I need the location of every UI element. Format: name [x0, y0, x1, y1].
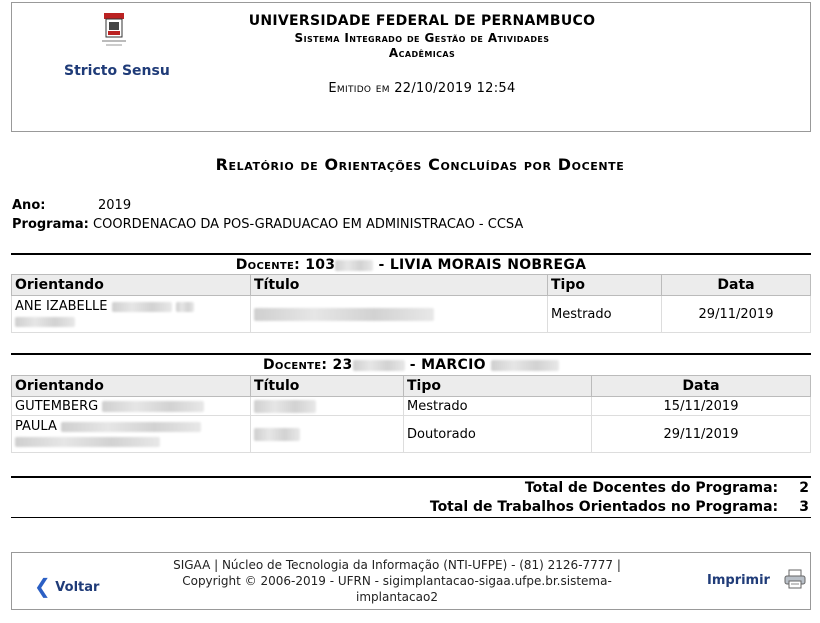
column-header: Data — [662, 275, 811, 296]
redacted-text — [15, 317, 75, 327]
redacted-text — [15, 437, 160, 447]
redacted-text — [335, 260, 373, 271]
tipo-cell: Mestrado — [404, 397, 592, 416]
year-label: Ano: — [12, 198, 46, 213]
footer-line: Copyright © 2006-2019 - UFRN - sigimplantacao-sigaa.ufpe.br.sistema- — [182, 574, 612, 588]
redacted-text — [61, 422, 201, 432]
orientacoes-table — [11, 274, 811, 333]
titulo-cell — [251, 397, 404, 416]
year-info — [12, 198, 132, 213]
divider — [11, 517, 811, 518]
voltar-button[interactable] — [34, 572, 99, 596]
docente-label: Docente: — [263, 357, 328, 373]
report-footer — [11, 552, 811, 610]
redacted-text — [491, 360, 559, 371]
university-name: UNIVERSIDADE FEDERAL DE PERNAMBUCO — [248, 13, 596, 29]
footer-line: SIGAA | Núcleo de Tecnologia da Informação (NTI-UFPE) - (81) 2126-7777 | — [173, 558, 621, 572]
system-name-line1: Sistema Integrado de Gestão de Atividades — [294, 31, 550, 45]
column-header: Orientando — [12, 376, 251, 397]
docente-id: 23 — [332, 357, 353, 373]
docente-heading — [11, 253, 811, 273]
column-header: Orientando — [12, 275, 251, 296]
total-trabalhos — [430, 499, 809, 515]
divider — [11, 476, 811, 478]
column-header: Título — [251, 275, 548, 296]
stricto-sensu-label: Stricto Sensu — [64, 63, 170, 79]
column-header: Tipo — [404, 376, 592, 397]
redacted-text — [102, 401, 204, 412]
titulo-cell — [251, 416, 404, 453]
year-value: 2019 — [98, 198, 132, 213]
docente-heading — [11, 353, 811, 373]
program-value: COORDENACAO DA POS-GRADUACAO EM ADMINISTRACAO - CCSA — [93, 217, 524, 232]
table-row — [12, 397, 811, 416]
total-trabalhos-value: 3 — [799, 499, 809, 515]
column-header: Tipo — [548, 275, 662, 296]
page-title: Relatório de Orientações Concluídas por Docente — [215, 155, 625, 174]
system-name-line2: Acadêmicas — [388, 46, 456, 60]
table-header-row — [12, 275, 811, 296]
voltar-label: Voltar — [55, 580, 100, 595]
printer-icon[interactable] — [784, 569, 806, 589]
total-docentes-label: Total de Docentes do Programa: — [524, 480, 779, 496]
ufpe-logo-icon — [94, 11, 134, 51]
docente-name: - LIVIA MORAIS NOBREGA — [378, 257, 587, 273]
footer-text — [127, 557, 667, 605]
orientando-cell: GUTEMBERG — [12, 397, 251, 416]
total-docentes — [525, 480, 809, 496]
redacted-text — [254, 308, 434, 321]
report-header — [11, 2, 811, 132]
orientando-cell: ANE IZABELLE — [12, 296, 251, 333]
titulo-cell — [251, 296, 548, 333]
imprimir-button[interactable]: Imprimir — [707, 573, 770, 588]
emission-date: Emitido em 22/10/2019 12:54 — [328, 81, 516, 96]
table-row — [12, 296, 811, 333]
redacted-text — [112, 302, 172, 312]
docente-label: Docente: — [235, 257, 301, 273]
data-cell: 29/11/2019 — [592, 416, 811, 453]
redacted-text — [353, 360, 405, 371]
tipo-cell: Mestrado — [548, 296, 662, 333]
tipo-cell: Doutorado — [404, 416, 592, 453]
back-arrow-icon: ❮ — [34, 574, 51, 598]
program-label: Programa: — [12, 217, 89, 232]
total-docentes-value: 2 — [799, 480, 809, 496]
docente-name: - MARCIO — [409, 357, 486, 373]
data-cell: 29/11/2019 — [662, 296, 811, 333]
program-info — [12, 217, 523, 232]
redacted-text — [254, 400, 316, 413]
redacted-text — [176, 302, 194, 312]
docente-id: 103 — [305, 257, 336, 273]
orientacoes-table — [11, 375, 811, 453]
data-cell: 15/11/2019 — [592, 397, 811, 416]
footer-line: implantacao2 — [356, 590, 438, 604]
column-header: Título — [251, 376, 404, 397]
orientando-cell: PAULA — [12, 416, 251, 453]
total-trabalhos-label: Total de Trabalhos Orientados no Programa: — [429, 499, 779, 515]
table-header-row — [12, 376, 811, 397]
column-header: Data — [592, 376, 811, 397]
redacted-text — [254, 428, 300, 441]
table-row — [12, 416, 811, 453]
